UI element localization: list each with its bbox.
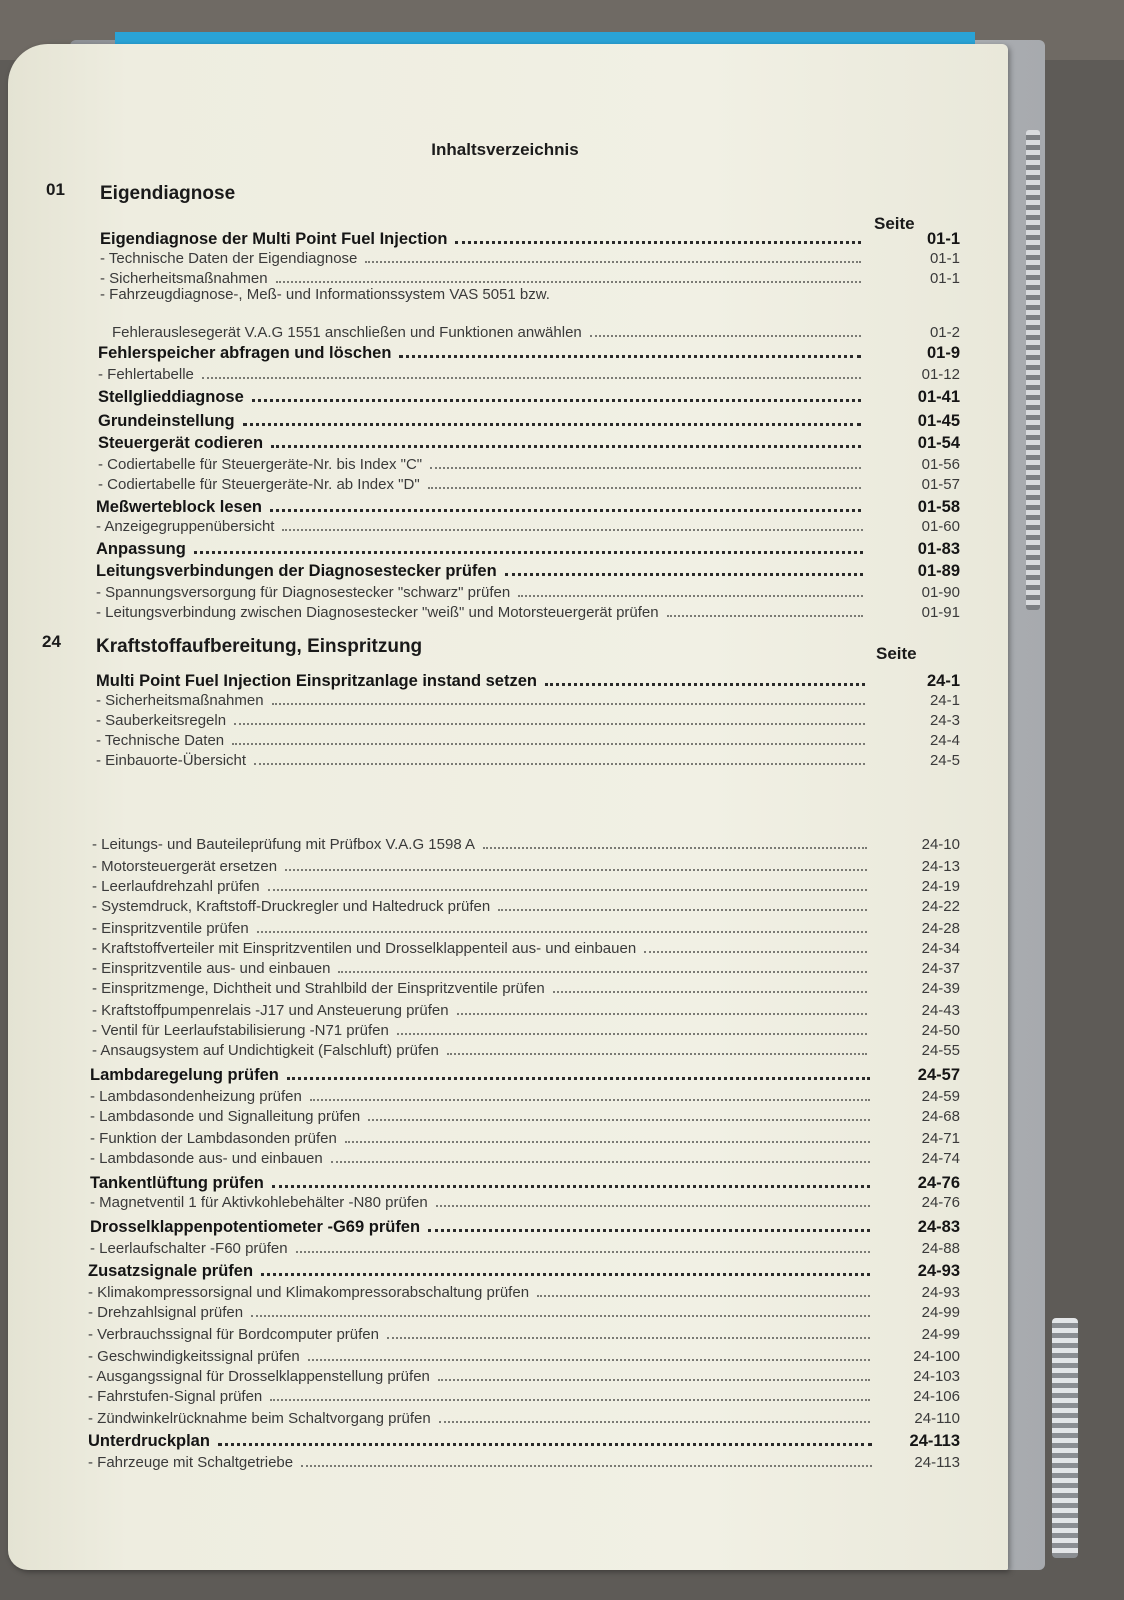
dot-leader: [252, 386, 861, 402]
dot-leader: [338, 958, 867, 973]
toc-entry: [96, 730, 960, 750]
toc-entry-page: 01-41: [917, 388, 960, 406]
dot-leader: [545, 670, 865, 686]
toc-entry-page: 24-106: [913, 1388, 960, 1405]
dot-leader: [243, 410, 861, 426]
toc-entry-page: 24-28: [921, 920, 960, 937]
toc-heading-entry: [98, 386, 960, 406]
toc-entry-label: - Funktion der Lambdasonden prüfen: [90, 1130, 337, 1147]
toc-entry-label: Drosselklappenpotentiometer -G69 prüfen: [90, 1218, 421, 1236]
toc-entry: [92, 978, 960, 998]
dot-leader: [232, 730, 865, 745]
dot-leader: [234, 710, 865, 725]
dot-leader: [644, 938, 867, 953]
toc-entry-label: - Ansaugsystem auf Undichtigkeit (Falschluft) prüfen: [92, 1042, 439, 1059]
toc-entry-page: 24-1: [929, 692, 960, 709]
dot-leader: [428, 474, 861, 489]
toc-entry-label: - Einbauorte-Übersicht: [96, 752, 247, 769]
toc-entry-page: 24-93: [917, 1262, 960, 1280]
toc-entry-page: 24-5: [929, 752, 960, 769]
section-number: 01: [46, 180, 65, 199]
toc-entry-page: 01-9: [926, 344, 960, 362]
toc-heading-entry: [96, 496, 960, 516]
toc-entry-label: - Leerlaufdrehzahl prüfen: [92, 878, 260, 895]
toc-entry-label: - Geschwindigkeitssignal prüfen: [88, 1348, 300, 1365]
dot-leader: [282, 516, 863, 531]
toc-entry: [100, 268, 960, 288]
toc-entry-label: - Leerlaufschalter -F60 prüfen: [90, 1240, 288, 1257]
dot-leader: [285, 856, 867, 871]
toc-entry-label: Meßwerteblock lesen: [96, 498, 262, 516]
toc-entry-label: - Technische Daten der Eigendiagnose: [100, 250, 358, 267]
toc-entry-label: - Kraftstoffpumpenrelais -J17 und Ansteuerung prüfen: [92, 1002, 449, 1019]
toc-entry-page: 24-71: [921, 1130, 960, 1147]
section-number: 24: [42, 632, 61, 651]
toc-entry-label: Lambdaregelung prüfen: [90, 1066, 279, 1084]
toc-entry-label: - Codiertabelle für Steuergeräte-Nr. bis Index "C": [98, 456, 423, 473]
dot-leader: [537, 1282, 870, 1297]
toc-entry-label: - Codiertabelle für Steuergeräte-Nr. ab Index "D": [98, 476, 420, 493]
toc-entry-label: - Magnetventil 1 für Aktivkohlebehälter -N80 prüfen: [90, 1194, 428, 1211]
toc-entry-page: 01-12: [921, 366, 960, 383]
dot-leader: [397, 1020, 867, 1035]
toc-entry-label: Tankentlüftung prüfen: [90, 1174, 264, 1192]
toc-entry-label: Fehlerspeicher abfragen und löschen: [98, 344, 392, 362]
toc-entry: [98, 454, 960, 474]
toc-entry-page: 24-50: [921, 1022, 960, 1039]
toc-entry-label: Unterdruckplan: [88, 1432, 210, 1450]
toc-entry-label: - Einspritzventile aus- und einbauen: [92, 960, 331, 977]
dot-leader: [287, 1064, 870, 1080]
toc-entry: [96, 690, 960, 710]
dot-leader: [430, 454, 861, 469]
dot-leader: [518, 582, 863, 597]
toc-heading-entry: [96, 560, 960, 580]
toc-entry-label: - Kraftstoffverteiler mit Einspritzventilen und Drosselklappenteil aus- und einbauen: [92, 940, 637, 957]
sleeve-perforation: [1026, 130, 1040, 610]
toc-entry: [90, 1128, 960, 1148]
dot-leader: [257, 918, 867, 933]
toc-entry: [92, 876, 960, 896]
toc-entry-page: 24-4: [929, 732, 960, 749]
toc-heading-entry: [100, 228, 960, 248]
toc-heading-entry: [90, 1216, 960, 1236]
toc-heading-entry: [98, 342, 960, 362]
dot-leader: [272, 690, 865, 705]
toc-entry: [100, 248, 960, 268]
toc-entry: [90, 1106, 960, 1126]
toc-entry: [88, 1302, 960, 1322]
toc-entry-page: 01-83: [917, 540, 960, 558]
dot-leader: [272, 1172, 870, 1188]
toc-entry-label: - Lambdasonde und Signalleitung prüfen: [90, 1108, 361, 1125]
dot-leader: [251, 1302, 870, 1317]
toc-entry: [92, 958, 960, 978]
toc-entry-page: 24-34: [921, 940, 960, 957]
toc-entry-page: 24-43: [921, 1002, 960, 1019]
toc-entry-page: 24-37: [921, 960, 960, 977]
toc-entry-label: - Drehzahlsignal prüfen: [88, 1304, 244, 1321]
toc-entry-label: - Ventil für Leerlaufstabilisierung -N71 prüfen: [92, 1022, 389, 1039]
toc-entry-page: 24-19: [921, 878, 960, 895]
toc-entry-label: Zusatzsignale prüfen: [88, 1262, 254, 1280]
dot-leader: [505, 560, 863, 576]
toc-entry-page: 24-13: [921, 858, 960, 875]
dot-leader: [310, 1086, 870, 1101]
toc-entry: [88, 1324, 960, 1344]
toc-entry: [88, 1366, 960, 1386]
toc-entry-page: 01-57: [921, 476, 960, 493]
toc-entry-page: 01-58: [917, 498, 960, 516]
toc-entry-page: 24-99: [921, 1304, 960, 1321]
dot-leader: [301, 1452, 872, 1467]
dot-leader: [368, 1106, 870, 1121]
section-title: Kraftstoffaufbereitung, Einspritzung: [96, 636, 423, 657]
dot-leader: [268, 876, 867, 891]
toc-entry-page: 01-60: [921, 518, 960, 535]
dot-leader: [345, 1128, 870, 1143]
section-title: Eigendiagnose: [100, 183, 236, 204]
toc-entry: [90, 1086, 960, 1106]
toc-entry-page: 24-103: [913, 1368, 960, 1385]
toc-entry-label: - Technische Daten: [96, 732, 225, 749]
toc-entry-label: - Leitungsverbindung zwischen Diagnosestecker "weiß" und Motorsteuergerät prüfen: [96, 604, 659, 621]
toc-entry-page: 01-91: [921, 604, 960, 621]
toc-entry: [92, 1020, 960, 1040]
toc-entry-label: - Fahrzeuge mit Schaltgetriebe: [88, 1454, 294, 1471]
toc-entry: [96, 750, 960, 770]
page-column-label: Seite: [876, 644, 917, 663]
toc-entry-page: 24-99: [921, 1326, 960, 1343]
toc-heading-entry: [88, 1430, 960, 1450]
dot-leader: [428, 1216, 870, 1232]
toc-entry: [90, 1238, 960, 1258]
toc-entry-page: 01-2: [929, 324, 960, 341]
toc-heading-entry: [96, 538, 960, 558]
toc-entry-page: 24-74: [921, 1150, 960, 1167]
dot-leader: [261, 1260, 870, 1276]
toc-entry-label: Anpassung: [96, 540, 186, 558]
toc-entry-page: 24-100: [913, 1348, 960, 1365]
dot-leader: [194, 538, 863, 554]
dot-leader: [270, 496, 861, 512]
toc-entry-label: - Einspritzventile prüfen: [92, 920, 249, 937]
toc-heading-entry: [88, 1260, 960, 1280]
dot-leader: [271, 432, 861, 448]
toc-entry: [92, 856, 960, 876]
toc-entry: [92, 1040, 960, 1060]
page-column-label: Seite: [874, 214, 915, 233]
toc-entry-page: 24-83: [917, 1218, 960, 1236]
toc-entry: [88, 1282, 960, 1302]
toc-entry-label: - Systemdruck, Kraftstoff-Druckregler und Haltedruck prüfen: [92, 898, 491, 915]
toc-entry-page: 24-59: [921, 1088, 960, 1105]
toc-entry: [96, 602, 960, 622]
toc-entry-page: 24-76: [921, 1194, 960, 1211]
toc-entry: [112, 322, 960, 342]
toc-entry: [96, 582, 960, 602]
toc-entry-label: - Spannungsversorgung für Diagnosestecker "schwarz" prüfen: [96, 584, 511, 601]
toc-entry: [92, 918, 960, 938]
toc-entry-page: 24-3: [929, 712, 960, 729]
toc-entry-label: Leitungsverbindungen der Diagnosestecker prüfen: [96, 562, 497, 580]
toc-entry-label: - Ausgangssignal für Drosselklappenstellung prüfen: [88, 1368, 430, 1385]
toc-entry: [92, 1000, 960, 1020]
dot-leader: [590, 322, 861, 337]
dot-leader: [270, 1386, 870, 1401]
toc-entry-label: - Sauberkeitsregeln: [96, 712, 227, 729]
toc-entry: [90, 1148, 960, 1168]
dot-leader: [438, 1366, 870, 1381]
toc-entry-label: - Anzeigegruppenübersicht: [96, 518, 275, 535]
dot-leader: [365, 248, 861, 263]
dot-leader: [436, 1192, 870, 1207]
toc-entry-page: 01-1: [926, 230, 960, 248]
toc-entry-label: Steuergerät codieren: [98, 434, 264, 452]
dot-leader: [447, 1040, 867, 1055]
toc-entry-page: 24-93: [921, 1284, 960, 1301]
toc-entry-page: 24-10: [921, 836, 960, 853]
dot-leader: [553, 978, 867, 993]
toc-entry: [88, 1386, 960, 1406]
dot-leader: [202, 364, 861, 379]
toc-entry-page: 24-1: [926, 672, 960, 690]
toc-entry-page: 24-57: [917, 1066, 960, 1084]
dot-leader: [455, 228, 861, 244]
toc-entry-page: 24-22: [921, 898, 960, 915]
toc-entry-label: Eigendiagnose der Multi Point Fuel Injection: [100, 230, 448, 248]
toc-entry-page: 01-1: [929, 270, 960, 287]
toc-entry-page: 24-76: [917, 1174, 960, 1192]
document-title: Inhaltsverzeichnis: [431, 140, 579, 159]
dot-leader: [276, 268, 861, 283]
toc-entry-page: 01-89: [917, 562, 960, 580]
toc-heading-entry: [90, 1172, 960, 1192]
toc-heading-entry: [96, 670, 960, 690]
sleeve-perforation-lower: [1052, 1318, 1078, 1558]
toc-entry-page: 24-110: [914, 1410, 960, 1427]
dot-leader: [667, 602, 863, 617]
toc-entry-label: - Sicherheitsmaßnahmen: [96, 692, 264, 709]
toc-heading-entry: [90, 1064, 960, 1084]
toc-entry: [88, 1452, 960, 1472]
toc-entry-label: - Einspritzmenge, Dichtheit und Strahlbild der Einspritzventile prüfen: [92, 980, 545, 997]
toc-entry-label: - Lambdasonde aus- und einbauen: [90, 1150, 323, 1167]
toc-entry-label: - Sicherheitsmaßnahmen: [100, 270, 268, 287]
toc-entry-label: Stellglieddiagnose: [98, 388, 244, 406]
toc-entry: [98, 474, 960, 494]
toc-entry-page: 24-113: [914, 1454, 960, 1471]
toc-entry-label: Multi Point Fuel Injection Einspritzanlage instand setzen: [96, 672, 537, 690]
toc-entry-page: 24-113: [909, 1432, 960, 1450]
dot-leader: [498, 896, 867, 911]
toc-entry-label: - Fahrzeugdiagnose-, Meß- und Informationssystem VAS 5051 bzw.: [100, 286, 550, 303]
toc-entry-page: 01-45: [917, 412, 960, 430]
dot-leader: [483, 834, 867, 849]
toc-entry: [96, 710, 960, 730]
toc-entry: [92, 938, 960, 958]
toc-entry-label: - Zündwinkelrücknahme beim Schaltvorgang prüfen: [88, 1410, 431, 1427]
toc-entry-page: 01-56: [921, 456, 960, 473]
toc-heading-entry: [98, 432, 960, 452]
dot-leader: [296, 1238, 870, 1253]
toc-entry: [98, 364, 960, 384]
toc-entry: [100, 286, 960, 306]
toc-heading-entry: [98, 410, 960, 430]
toc-entry-page: 24-39: [921, 980, 960, 997]
toc-entry-label: - Leitungs- und Bauteileprüfung mit Prüfbox V.A.G 1598 A: [92, 836, 476, 853]
toc-entry: [92, 834, 960, 854]
dot-leader: [218, 1430, 872, 1446]
toc-entry-page: 24-55: [921, 1042, 960, 1059]
toc-entry-label: - Klimakompressorsignal und Klimakompressorabschaltung prüfen: [88, 1284, 530, 1301]
toc-entry-label: - Fehlertabelle: [98, 366, 194, 383]
toc-entry-page: 01-54: [917, 434, 960, 452]
dot-leader: [387, 1324, 870, 1339]
dot-leader: [457, 1000, 867, 1015]
toc-entry-label: - Fahrstufen-Signal prüfen: [88, 1388, 263, 1405]
toc-entry-page: 01-1: [929, 250, 960, 267]
toc-entry-label: Fehlerauslesegerät V.A.G 1551 anschließen und Funktionen anwählen: [112, 324, 582, 341]
dot-leader: [254, 750, 865, 765]
toc-entry-page: 01-90: [921, 584, 960, 601]
toc-entry-page: 24-88: [921, 1240, 960, 1257]
dot-leader: [399, 342, 861, 358]
toc-entry: [90, 1192, 960, 1212]
dot-leader: [439, 1408, 870, 1423]
toc-entry-label: - Lambdasondenheizung prüfen: [90, 1088, 302, 1105]
toc-entry: [88, 1346, 960, 1366]
toc-entry: [92, 896, 960, 916]
toc-entry-label: - Verbrauchssignal für Bordcomputer prüfen: [88, 1326, 379, 1343]
toc-entry: [96, 516, 960, 536]
toc-entry-label: Grundeinstellung: [98, 412, 235, 430]
toc-entry: [88, 1408, 960, 1428]
dot-leader: [331, 1148, 870, 1163]
toc-entry-label: - Motorsteuergerät ersetzen: [92, 858, 278, 875]
dot-leader: [308, 1346, 870, 1361]
toc-entry-page: 24-68: [921, 1108, 960, 1125]
